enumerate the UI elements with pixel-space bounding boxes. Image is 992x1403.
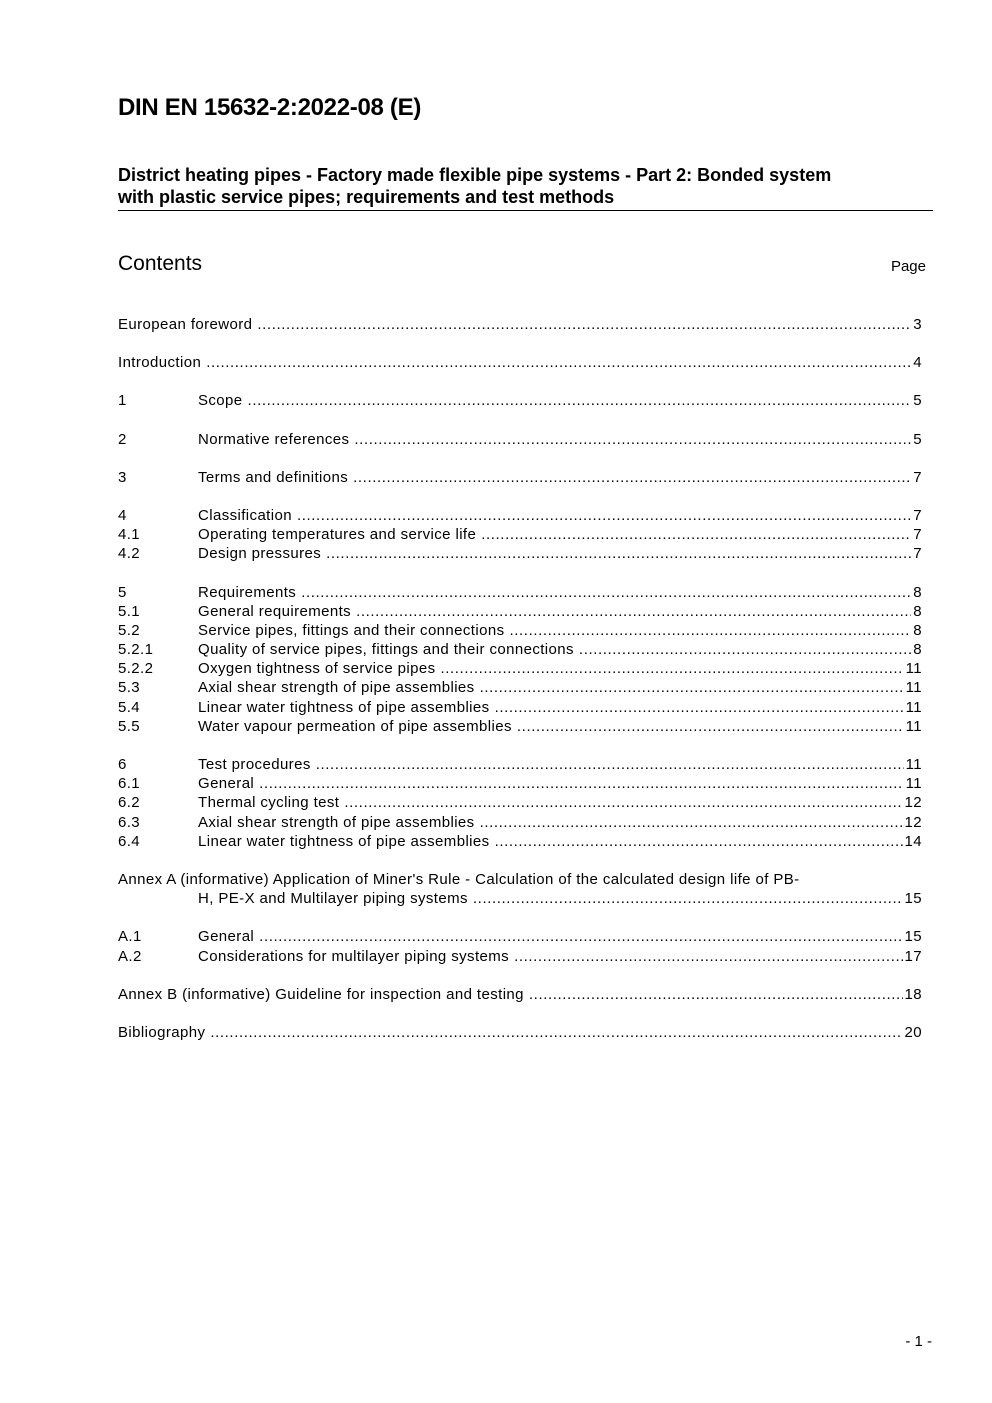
toc-entry-page: 8 (913, 641, 922, 659)
toc-entry-5-3[interactable] (118, 678, 922, 697)
toc-entry-page: 14 (904, 832, 922, 850)
toc-entry-title: General requirements (198, 602, 352, 620)
toc-leader-dots (259, 927, 902, 946)
toc-entry-page: 8 (913, 621, 922, 639)
toc-entry-6-3[interactable] (118, 813, 922, 832)
toc-entry-annex-b[interactable] (118, 985, 922, 1004)
toc-entry-number: 5.2 (118, 621, 141, 639)
toc-entry-2[interactable] (118, 430, 922, 449)
document-title-line-2: with plastic service pipes; requirements and test methods (118, 187, 615, 207)
toc-leader-dots (517, 717, 904, 736)
toc-leader-dots (495, 832, 903, 851)
toc-entry-6[interactable] (118, 755, 922, 774)
toc-entry-title: General (198, 928, 255, 946)
toc-leader-dots (356, 602, 911, 621)
toc-leader-dots (481, 525, 911, 544)
toc-entry-number: 6.1 (118, 775, 141, 793)
toc-entry-page: 11 (905, 756, 922, 773)
toc-entry-4-1[interactable] (118, 525, 922, 544)
toc-entry-page: 5 (913, 430, 922, 448)
toc-leader-dots (529, 985, 903, 1004)
document-title (118, 164, 933, 211)
toc-entry-title: Requirements (198, 583, 297, 601)
toc-entry-number: 4.2 (118, 545, 141, 563)
toc-entry-annex-a[interactable] (118, 870, 922, 908)
toc-entry-number: 6.4 (118, 832, 141, 850)
toc-entry-page: 17 (904, 947, 922, 965)
toc-entry-1[interactable] (118, 391, 922, 410)
toc-entry-page: 7 (913, 506, 922, 524)
toc-entry-title: Classification (198, 506, 292, 524)
toc-entry-bibliography[interactable] (118, 1023, 922, 1042)
toc-leader-dots (473, 889, 903, 908)
toc-entry-5[interactable] (118, 583, 922, 602)
toc-entry-number: 1 (118, 392, 127, 410)
toc-entry-page: 11 (905, 698, 922, 716)
toc-entry-title: Test procedures (198, 756, 311, 773)
toc-entry-number: 3 (118, 468, 127, 486)
toc-entry-page: 11 (905, 775, 922, 793)
toc-entry-number: 4 (118, 506, 127, 524)
toc-entry-5-4[interactable] (118, 698, 922, 717)
toc-entry-number: 6.2 (118, 794, 141, 812)
toc-leader-dots (344, 793, 902, 812)
toc-entry-title: Introduction (118, 354, 202, 372)
toc-leader-dots (510, 621, 912, 640)
toc-entry-title: Operating temperatures and service life (198, 526, 477, 544)
toc-entry-title: Service pipes, fittings and their connections (198, 621, 505, 639)
toc-entry-introduction[interactable] (118, 353, 922, 372)
toc-entry-page: 18 (904, 985, 922, 1003)
toc-entry-page: 12 (904, 813, 922, 831)
toc-entry-title: Water vapour permeation of pipe assemblies (198, 717, 512, 735)
toc-leader-dots (210, 1023, 902, 1042)
toc-entry-page: 7 (913, 526, 922, 544)
toc-entry-title: Normative references (198, 430, 350, 448)
toc-entry-3[interactable] (118, 468, 922, 487)
toc-entry-page: 11 (905, 717, 922, 735)
toc-entry-5-2[interactable] (118, 621, 922, 640)
toc-leader-dots (257, 315, 911, 334)
toc-entry-5-5[interactable] (118, 717, 922, 736)
toc-entry-page: 4 (913, 354, 922, 372)
toc-entry-title: European foreword (118, 316, 253, 333)
toc-entry-title: Bibliography (118, 1023, 206, 1041)
toc-entry-number: 5.2.1 (118, 641, 154, 659)
toc-entry-title: Scope (198, 392, 243, 410)
toc-entry-number: A.2 (118, 947, 142, 965)
toc-entry-5-1[interactable] (118, 602, 922, 621)
toc-entry-number: 2 (118, 430, 127, 448)
toc-entry-title: Oxygen tightness of service pipes (198, 660, 436, 678)
toc-entry-page: 15 (904, 890, 922, 908)
toc-entry-6-2[interactable] (118, 793, 922, 812)
toc-entry-title-line-2: H, PE-X and Multilayer piping systems (198, 890, 468, 908)
toc-entry-number: 4.1 (118, 526, 141, 544)
toc-leader-dots (248, 391, 912, 410)
toc-entry-title: Thermal cycling test (198, 794, 340, 812)
toc-entry-a-1[interactable] (118, 927, 922, 946)
toc-leader-dots (326, 544, 911, 563)
contents-heading: Contents (118, 252, 203, 275)
toc-entry-number: 5 (118, 583, 127, 601)
toc-leader-dots (354, 430, 911, 449)
toc-entry-title: Linear water tightness of pipe assemblies (198, 832, 490, 850)
toc-leader-dots (480, 813, 903, 832)
table-of-contents (118, 315, 922, 1042)
toc-entry-title: Considerations for multilayer piping systems (198, 947, 510, 965)
toc-entry-title-line-1: Annex A (informative) Application of Miner's Rule - Calculation of the calculated design life of PB- (118, 870, 800, 888)
toc-entry-page: 11 (905, 660, 922, 678)
toc-entry-5-2-2[interactable] (118, 659, 922, 678)
toc-entry-6-4[interactable] (118, 832, 922, 851)
toc-leader-dots (480, 678, 904, 697)
toc-entry-a-2[interactable] (118, 947, 922, 966)
toc-entry-4-2[interactable] (118, 544, 922, 563)
toc-leader-dots (297, 506, 911, 525)
toc-entry-page: 20 (904, 1023, 922, 1041)
toc-entry-number: 5.1 (118, 602, 141, 620)
toc-entry-page: 8 (913, 602, 922, 620)
toc-entry-4[interactable] (118, 506, 922, 525)
toc-entry-page: 15 (904, 928, 922, 946)
toc-entry-5-2-1[interactable] (118, 640, 922, 659)
toc-entry-title: Annex B (informative) Guideline for inspection and testing (118, 985, 524, 1003)
toc-entry-number: 5.4 (118, 698, 141, 716)
toc-leader-dots (353, 468, 911, 487)
toc-entry-page: 11 (905, 679, 922, 697)
toc-entry-6-1[interactable] (118, 774, 922, 793)
toc-entry-page: 5 (913, 392, 922, 410)
toc-entry-title: Linear water tightness of pipe assemblies (198, 698, 490, 716)
toc-entry-title: Axial shear strength of pipe assemblies (198, 813, 475, 831)
toc-entry-page: 7 (913, 545, 922, 563)
toc-entry-number: A.1 (118, 928, 142, 946)
toc-entry-number: 5.5 (118, 717, 141, 735)
toc-leader-dots (316, 755, 904, 774)
toc-leader-dots (514, 947, 902, 966)
toc-entry-title: Quality of service pipes, fittings and their connections (198, 641, 574, 659)
footer-page-number: - 1 - (905, 1333, 932, 1350)
toc-entry-european-foreword[interactable] (118, 315, 922, 334)
toc-entry-title: Design pressures (198, 545, 322, 563)
toc-entry-number: 5.3 (118, 679, 141, 697)
toc-leader-dots (301, 583, 911, 602)
page-column-label: Page (890, 258, 926, 275)
toc-entry-page: 12 (904, 794, 922, 812)
document-id: DIN EN 15632-2:2022-08 (E) (118, 94, 422, 121)
toc-entry-number: 6 (118, 756, 127, 773)
toc-leader-dots (495, 698, 904, 717)
toc-leader-dots (259, 774, 903, 793)
toc-entry-number: 5.2.2 (118, 660, 154, 678)
toc-leader-dots (440, 659, 903, 678)
toc-leader-dots (206, 353, 911, 372)
toc-entry-title: Terms and definitions (198, 468, 349, 486)
toc-entry-page: 8 (913, 583, 922, 601)
toc-entry-title: General (198, 775, 255, 793)
toc-entry-page: 3 (913, 316, 922, 333)
document-title-line-1: District heating pipes - Factory made flexible pipe systems - Part 2: Bonded system (118, 165, 832, 185)
toc-entry-title: Axial shear strength of pipe assemblies (198, 679, 475, 697)
toc-entry-number: 6.3 (118, 813, 141, 831)
toc-leader-dots (579, 640, 911, 659)
toc-entry-page: 7 (913, 468, 922, 486)
